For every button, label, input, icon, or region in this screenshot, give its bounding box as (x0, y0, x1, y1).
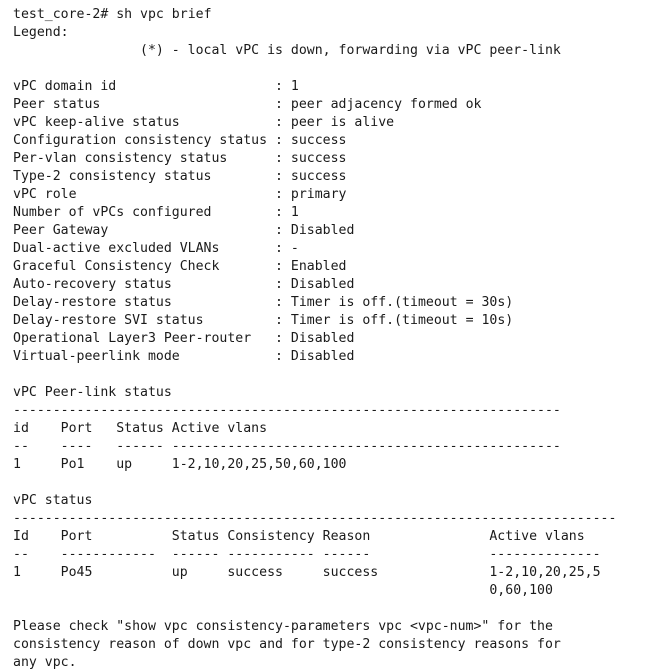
summary-row: Operational Layer3 Peer-router : Disabled (13, 331, 355, 346)
summary-row: vPC role : primary (13, 187, 347, 202)
shell-prompt: test_core-2# (13, 7, 109, 22)
peer-link-section (13, 384, 643, 474)
vpc-status-section (13, 492, 643, 600)
table-row: 1 Po45 up success success 1-2,10,20,25,5 (13, 565, 601, 580)
summary-row: Virtual-peerlink mode : Disabled (13, 349, 355, 364)
terminal-output (13, 6, 643, 672)
table-underline: -- ------------ ------ ----------- ------ -------------- (13, 547, 601, 562)
blank-line (13, 474, 643, 492)
section-title: vPC Peer-link status (13, 385, 172, 400)
footer-note (13, 618, 643, 672)
summary-row: Graceful Consistency Check : Enabled (13, 259, 347, 274)
summary-row: Number of vPCs configured : 1 (13, 205, 299, 220)
footer-line: any vpc. (13, 655, 77, 670)
table-row: 1 Po1 up 1-2,10,20,25,50,60,100 (13, 457, 347, 472)
summary-row: Peer status : peer adjacency formed ok (13, 97, 482, 112)
footer-line: Please check "show vpc consistency-parameters vpc <vpc-num>" for the (13, 619, 553, 634)
table-row-continuation: 0,60,100 (13, 583, 553, 598)
table-header: Id Port Status Consistency Reason Active vlans (13, 529, 585, 544)
summary-row: Delay-restore SVI status : Timer is off.(timeout = 10s) (13, 313, 514, 328)
summary-row: vPC keep-alive status : peer is alive (13, 115, 395, 130)
table-underline: -- ---- ------ ------------------------------------------------- (13, 439, 561, 454)
blank-line (13, 60, 643, 78)
summary-row: Type-2 consistency status : success (13, 169, 347, 184)
summary-row: Auto-recovery status : Disabled (13, 277, 355, 292)
legend-title: Legend: (13, 25, 69, 40)
command-line (13, 6, 643, 24)
rule-line: ---------------------------------------------------------------------------- (13, 511, 617, 526)
blank-line (13, 366, 643, 384)
summary-row: Configuration consistency status : success (13, 133, 347, 148)
footer-line: consistency reason of down vpc and for type-2 consistency reasons for (13, 637, 561, 652)
blank-line (13, 600, 643, 618)
summary-row: Peer Gateway : Disabled (13, 223, 355, 238)
summary-row: vPC domain id : 1 (13, 79, 299, 94)
command-text: sh vpc brief (116, 7, 212, 22)
rule-line: --------------------------------------------------------------------- (13, 403, 561, 418)
summary-row: Delay-restore status : Timer is off.(timeout = 30s) (13, 295, 514, 310)
table-header: id Port Status Active vlans (13, 421, 268, 436)
summary-row: Dual-active excluded VLANs : - (13, 241, 299, 256)
legend-text: (*) - local vPC is down, forwarding via vPC peer-link (13, 43, 561, 58)
summary-list (13, 78, 643, 366)
section-title: vPC status (13, 493, 93, 508)
summary-row: Per-vlan consistency status : success (13, 151, 347, 166)
